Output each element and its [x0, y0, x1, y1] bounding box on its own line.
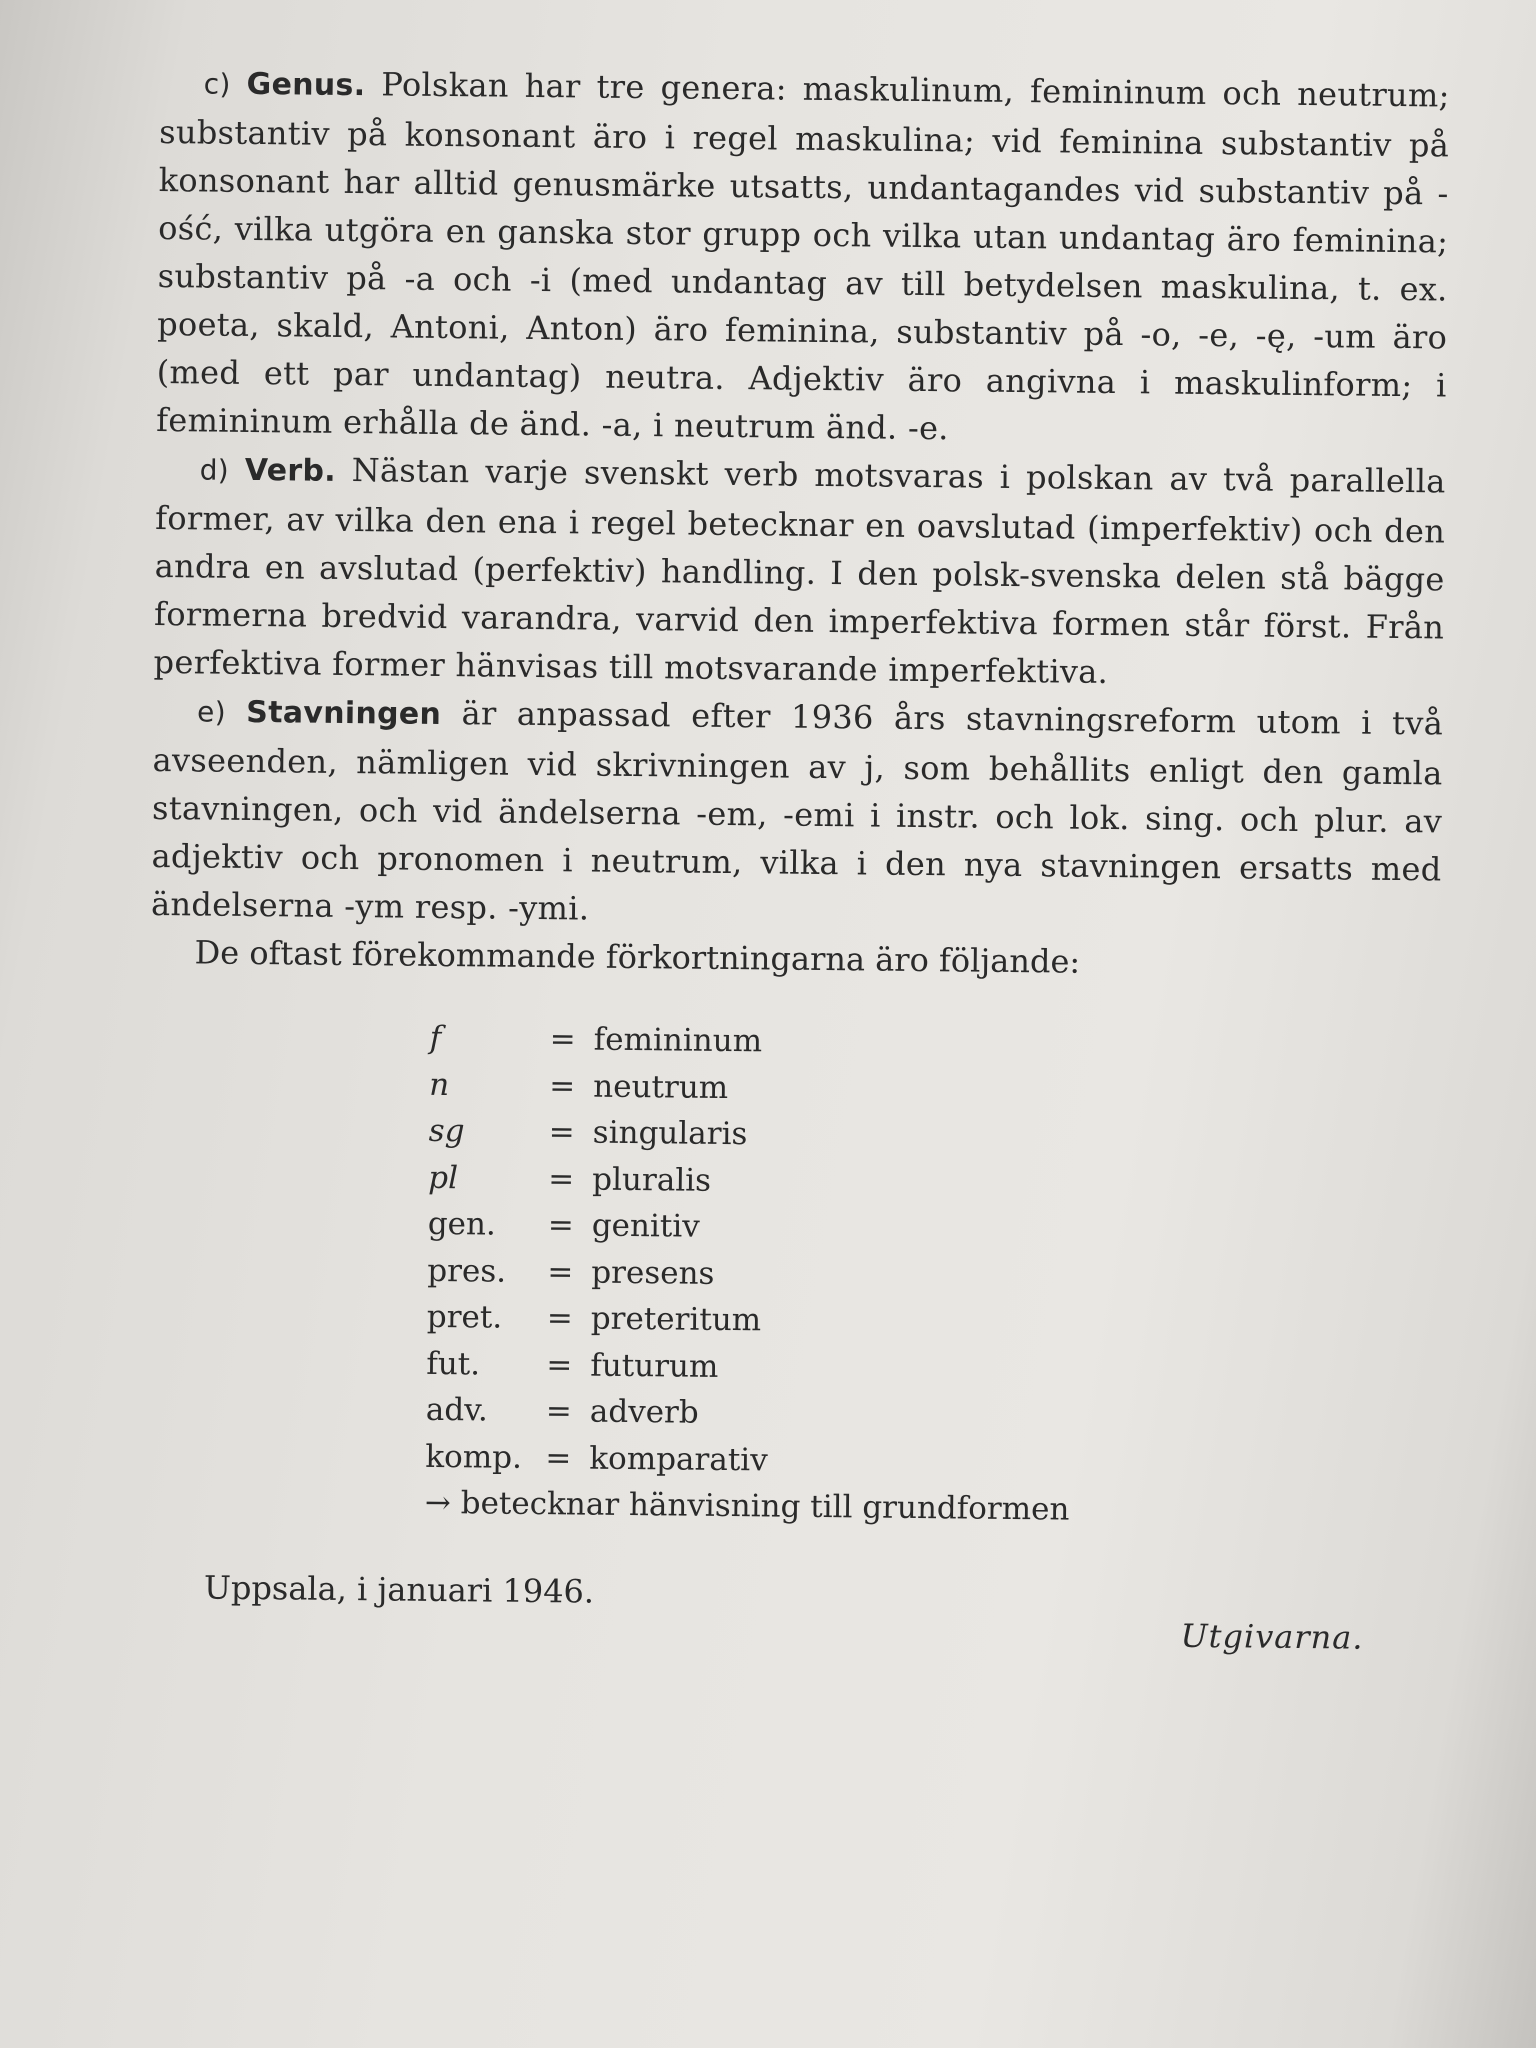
abbreviation-key: fut.	[426, 1345, 481, 1382]
section-verb	[153, 444, 1445, 699]
equals-sign: =	[546, 1300, 573, 1337]
section-heading: Genus.	[246, 66, 366, 104]
equals-sign: =	[547, 1253, 574, 1290]
equals-sign: =	[545, 1393, 573, 1430]
equals-sign: =	[547, 1207, 574, 1244]
equals-sign: =	[549, 1021, 576, 1058]
signature: Utgivarna.	[1180, 1616, 1364, 1657]
abbreviation-meaning: femininum	[593, 1021, 763, 1060]
equals-sign: =	[548, 1160, 575, 1197]
equals-sign: =	[549, 1067, 576, 1104]
abbreviation-meaning: preteritum	[590, 1300, 762, 1339]
equals-sign: =	[545, 1439, 572, 1476]
section-text: Polskan har tre genera: maskulinum, femininum och neutrum; substantiv på konsonant äro i regel maskulina; vid feminina substantiv på konsonant har alltid genusmärke utsatts, undantagandes vid substantiv på -ość, vilka utgöra en ganska stor grupp och vilka utan undantag äro feminina; substantiv på -a och -i (med undantag av till betydelsen maskulina, t. ex. poeta, skald, Antoni, Anton) äro feminina, substantiv på -o, -e, -ę, -um äro (med ett par undantag) neutra. Adjektiv äro angivna i maskulinform; i femininum erhålla de änd. -a, i neutrum änd. -e.	[156, 65, 1450, 448]
abbreviation-key: adv.	[425, 1391, 489, 1429]
equals-sign: =	[546, 1346, 573, 1383]
footer	[143, 1567, 1434, 1671]
abbreviation-key: sg	[428, 1112, 465, 1150]
abbreviation-meaning: pluralis	[592, 1161, 712, 1199]
abbreviation-list	[425, 1015, 1440, 1537]
abbreviation-key: komp.	[425, 1438, 523, 1476]
abbreviation-meaning: futurum	[590, 1347, 719, 1385]
abbreviation-key: n	[429, 1066, 450, 1103]
abbreviation-meaning: genitiv	[591, 1207, 700, 1245]
section-label: e)	[196, 695, 227, 729]
abbreviation-meaning: adverb	[589, 1393, 699, 1431]
right-arrow-icon: →	[424, 1484, 452, 1522]
section-text: är anpassad efter 1936 års stavningsreform utom i två avseenden, nämligen vid skrivningen av j, som behållits enligt den gamla stavningen, och vid ändelserna -em, -emi i instr. och lok. sing. och plur. av adjektiv och pronomen i neutrum, vilka i den nya stavningen ersatts med ändelserna -ym resp. -ymi.	[150, 694, 1444, 928]
abbreviation-meaning: komparativ	[589, 1440, 768, 1478]
abbreviations-intro: De oftast förekommande förkortningarna äro följande:	[194, 933, 1081, 981]
section-genus	[156, 58, 1450, 457]
arrow-text: betecknar hänvisning till grundformen	[460, 1485, 1070, 1528]
section-label: c)	[203, 67, 231, 101]
abbreviation-meaning: singularis	[592, 1114, 748, 1153]
abbreviation-key: pret.	[426, 1298, 503, 1336]
section-heading: Verb.	[244, 452, 337, 489]
arrow-explanation	[425, 1480, 1435, 1537]
abbreviation-key: pl	[428, 1159, 459, 1196]
abbreviation-key: f	[429, 1019, 442, 1056]
place-date: Uppsala, i januari 1946.	[203, 1568, 595, 1611]
section-text: Nästan varje svenskt verb motsvaras i polskan av två parallella former, av vilka den ena i regel betecknar en oavslutad (imperfektiv) och den andra en avslutad (perfektiv) handling. I den polsk-svenska delen stå bägge formerna bredvid varandra, varvid den imperfektiva formen står först. Från perfektiva former hänvisas till motsvarande imperfektiva.	[153, 451, 1446, 691]
abbreviation-key: pres.	[427, 1252, 507, 1290]
section-heading: Stavningen	[246, 694, 442, 732]
abbreviation-meaning: presens	[591, 1254, 715, 1292]
abbreviation-meaning: neutrum	[593, 1068, 729, 1106]
equals-sign: =	[548, 1114, 575, 1151]
section-label: d)	[199, 453, 230, 487]
section-stavningen	[151, 686, 1443, 941]
abbreviation-key: gen.	[427, 1205, 497, 1243]
document-page	[143, 58, 1450, 1671]
